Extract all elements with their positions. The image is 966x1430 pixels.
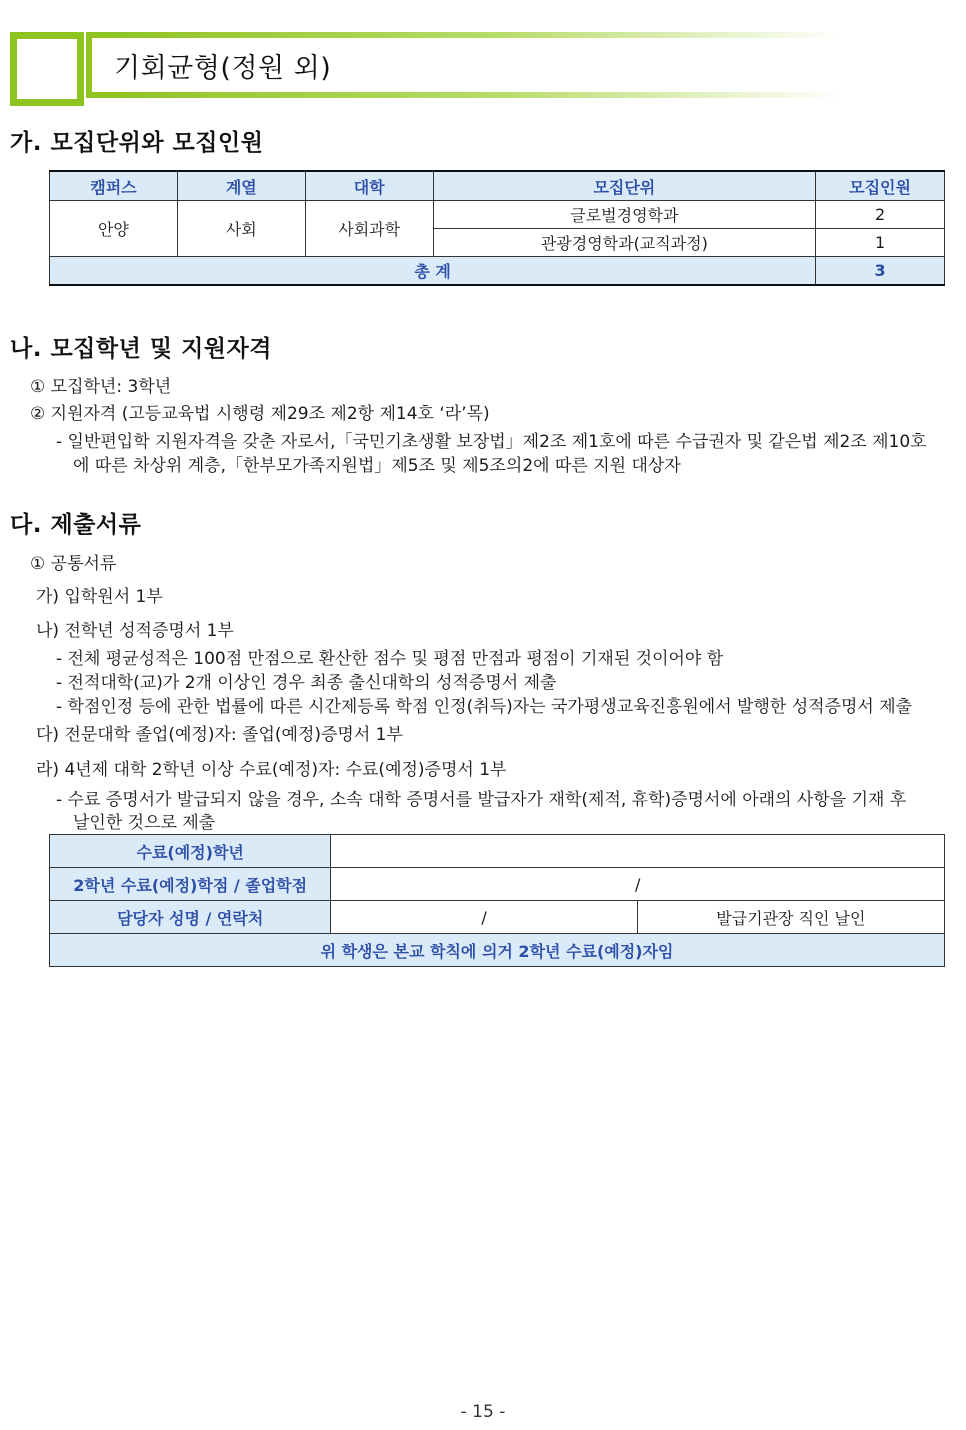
text-line: - 전체 평균성적은 100점 만점으로 환산한 점수 및 평점 만점과 평점이 기재된 것이어야 함 [56, 649, 724, 669]
form-value: / [331, 901, 637, 934]
total-label: 총 계 [50, 257, 816, 286]
text-line: 라) 4년제 대학 2학년 이상 수료(예정)자: 수료(예정)증명서 1부 [36, 760, 507, 780]
recruitment-table [49, 170, 945, 286]
text-line: 에 따른 차상위 계층,「한부모가족지원법」제5조 및 제5조의2에 따른 지원 대상자 [73, 456, 681, 476]
section-heading-da: 다. 제출서류 [10, 512, 142, 538]
form-value: / [331, 868, 945, 901]
text-line: 나) 전학년 성적증명서 1부 [36, 621, 234, 641]
cell-college: 사회과학 [305, 201, 433, 257]
cell-count: 1 [816, 229, 945, 257]
text-line: ② 지원자격 (고등교육법 시행령 제29조 제2항 제14호 ‘라’목) [30, 404, 490, 424]
table-row [50, 201, 945, 229]
title-square-decoration [10, 32, 84, 106]
form-seal-note: 발급기관장 직인 날인 [637, 901, 944, 934]
table-row [50, 868, 945, 901]
form-label: 2학년 수료(예정)학점 / 졸업학점 [50, 868, 331, 901]
total-value: 3 [816, 257, 945, 286]
table-row [50, 901, 945, 934]
title-bar [86, 32, 842, 98]
header-field: 계열 [177, 171, 305, 201]
table-row [50, 835, 945, 868]
cell-campus: 안양 [50, 201, 178, 257]
text-line: 가) 입학원서 1부 [36, 587, 163, 607]
text-line: ① 공통서류 [30, 554, 117, 574]
header-campus: 캠퍼스 [50, 171, 178, 201]
table-header-row [50, 171, 945, 201]
cell-count: 2 [816, 201, 945, 229]
cell-unit: 글로벌경영학과 [433, 201, 816, 229]
title-band [10, 30, 840, 102]
cell-field: 사회 [177, 201, 305, 257]
text-line: ① 모집학년: 3학년 [30, 377, 172, 397]
header-count: 모집인원 [816, 171, 945, 201]
header-college: 대학 [305, 171, 433, 201]
form-label: 수료(예정)학년 [50, 835, 331, 868]
header-unit: 모집단위 [433, 171, 816, 201]
certificate-form-table [49, 834, 945, 967]
section-heading-na: 나. 모집학년 및 지원자격 [10, 336, 272, 362]
text-line: 다) 전문대학 졸업(예정)자: 졸업(예정)증명서 1부 [36, 725, 403, 745]
page-number: - 15 - [460, 1402, 506, 1422]
form-footer-row [50, 934, 945, 967]
table-total-row [50, 257, 945, 286]
page-title: 기회균형(정원 외) [114, 53, 332, 84]
cell-unit: 관광경영학과(교직과정) [433, 229, 816, 257]
text-line: - 전적대학(교)가 2개 이상인 경우 최종 출신대학의 성적증명서 제출 [56, 673, 557, 693]
text-line: - 일반편입학 지원자격을 갖춘 자로서,「국민기초생활 보장법」제2조 제1호에 따른 수급권자 및 같은법 제2조 제10호 [56, 432, 927, 452]
section-heading-ga: 가. 모집단위와 모집인원 [10, 130, 264, 156]
form-label: 담당자 성명 / 연락처 [50, 901, 331, 934]
text-line: - 학점인정 등에 관한 법률에 따른 시간제등록 학점 인정(취득)자는 국가평생교육진흥원에서 발행한 성적증명서 제출 [56, 697, 913, 717]
text-line: 날인한 것으로 제출 [73, 813, 216, 833]
form-value [331, 835, 945, 868]
text-line: - 수료 증명서가 발급되지 않을 경우, 소속 대학 증명서를 발급자가 재학(제적, 휴학)증명서에 아래의 사항을 기재 후 [56, 790, 907, 810]
form-footer: 위 학생은 본교 학칙에 의거 2학년 수료(예정)자임 [50, 934, 945, 967]
